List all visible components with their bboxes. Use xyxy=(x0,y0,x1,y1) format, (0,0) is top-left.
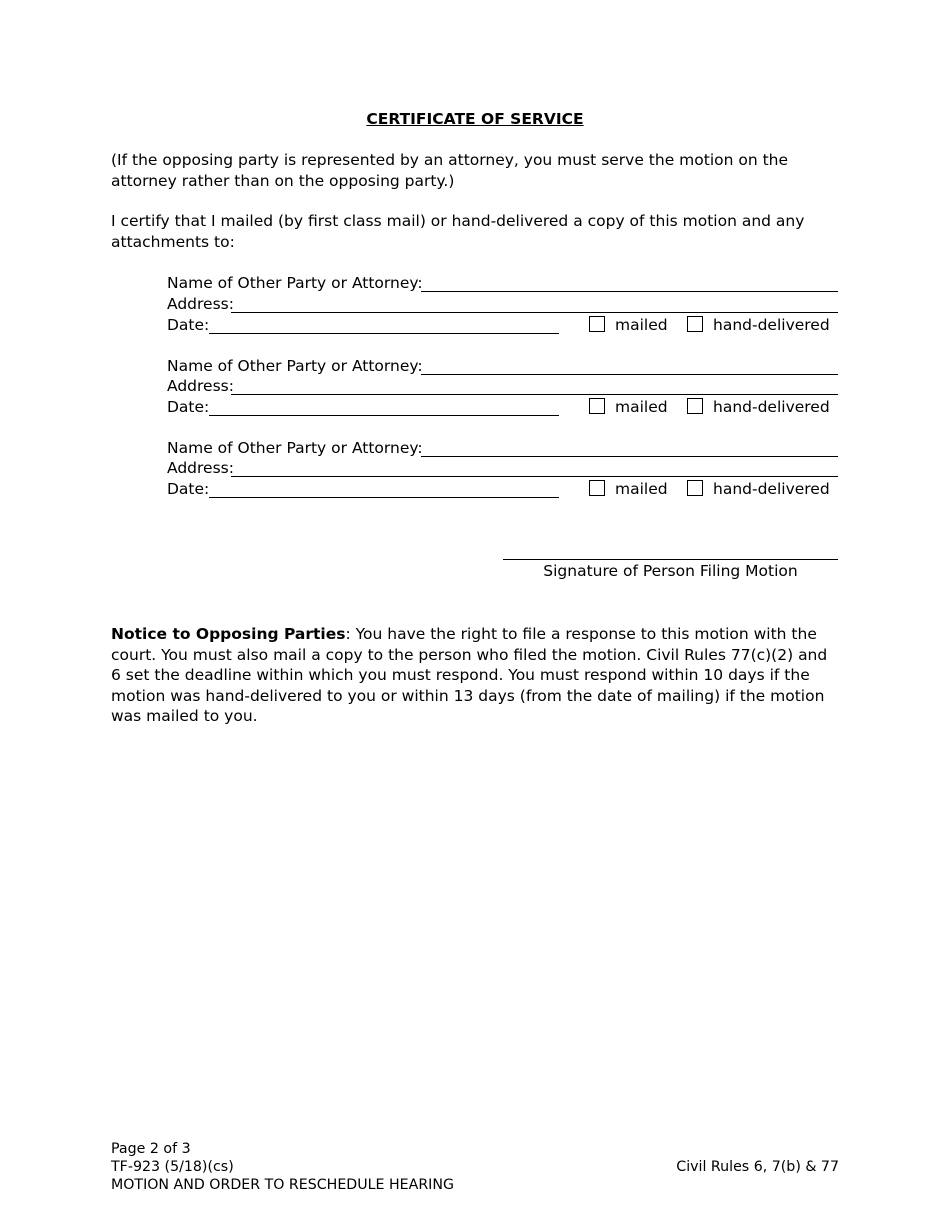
instruction-text: (If the opposing party is represented by an attorney, you must serve the motion on the attorney rather than on the opposing party.) xyxy=(111,151,789,190)
name-label: Name of Other Party or Attorney: xyxy=(167,439,423,457)
form-title: MOTION AND ORDER TO RESCHEDULE HEARING xyxy=(111,1177,454,1193)
address-field[interactable] xyxy=(231,394,838,395)
address-label: Address: xyxy=(167,377,234,395)
address-field[interactable] xyxy=(231,312,838,313)
date-field[interactable] xyxy=(209,415,559,416)
name-label: Name of Other Party or Attorney: xyxy=(167,274,423,292)
name-field[interactable] xyxy=(421,374,838,375)
hand-delivered-label: hand-delivered xyxy=(713,398,830,416)
date-label: Date: xyxy=(167,480,210,498)
mailed-checkbox[interactable] xyxy=(589,398,605,414)
notice-paragraph xyxy=(111,624,841,727)
address-label: Address: xyxy=(167,459,234,477)
hand-delivered-label: hand-delivered xyxy=(713,480,830,498)
name-label: Name of Other Party or Attorney: xyxy=(167,357,423,375)
mailed-label: mailed xyxy=(615,398,668,416)
hand-delivered-checkbox[interactable] xyxy=(687,398,703,414)
mailed-label: mailed xyxy=(615,316,668,334)
mailed-label: mailed xyxy=(615,480,668,498)
hand-delivered-label: hand-delivered xyxy=(713,316,830,334)
form-id: TF-923 (5/18)(cs) xyxy=(111,1159,234,1175)
page-number: Page 2 of 3 xyxy=(111,1141,191,1157)
footer-left xyxy=(111,1140,454,1194)
name-field[interactable] xyxy=(421,291,838,292)
address-label: Address: xyxy=(167,295,234,313)
certify-text: I certify that I mailed (by first class mail) or hand-delivered a copy of this motion and any attachments to: xyxy=(111,212,805,251)
page-title: CERTIFICATE OF SERVICE xyxy=(366,110,584,128)
footer-rules: Civil Rules 6, 7(b) & 77 xyxy=(676,1159,839,1175)
notice-body: : You have the right to file a response to this motion with the court. You must also mail a copy to the person who filed the motion. Civil Rules 77(c)(2) and 6 set the deadline within which you must respond. You must respond within 10 days if the motion was hand-delivered to you or within 13 days (from the date of mailing) if the motion was mailed to you. xyxy=(111,625,828,725)
name-field[interactable] xyxy=(421,456,838,457)
address-field[interactable] xyxy=(231,476,838,477)
notice-heading: Notice to Opposing Parties xyxy=(111,625,346,643)
hand-delivered-checkbox[interactable] xyxy=(687,480,703,496)
date-field[interactable] xyxy=(209,497,559,498)
date-label: Date: xyxy=(167,398,210,416)
mailed-checkbox[interactable] xyxy=(589,480,605,496)
mailed-checkbox[interactable] xyxy=(589,316,605,332)
date-label: Date: xyxy=(167,316,210,334)
date-field[interactable] xyxy=(209,333,559,334)
hand-delivered-checkbox[interactable] xyxy=(687,316,703,332)
signature-caption: Signature of Person Filing Motion xyxy=(543,562,798,580)
signature-line[interactable] xyxy=(503,559,838,560)
